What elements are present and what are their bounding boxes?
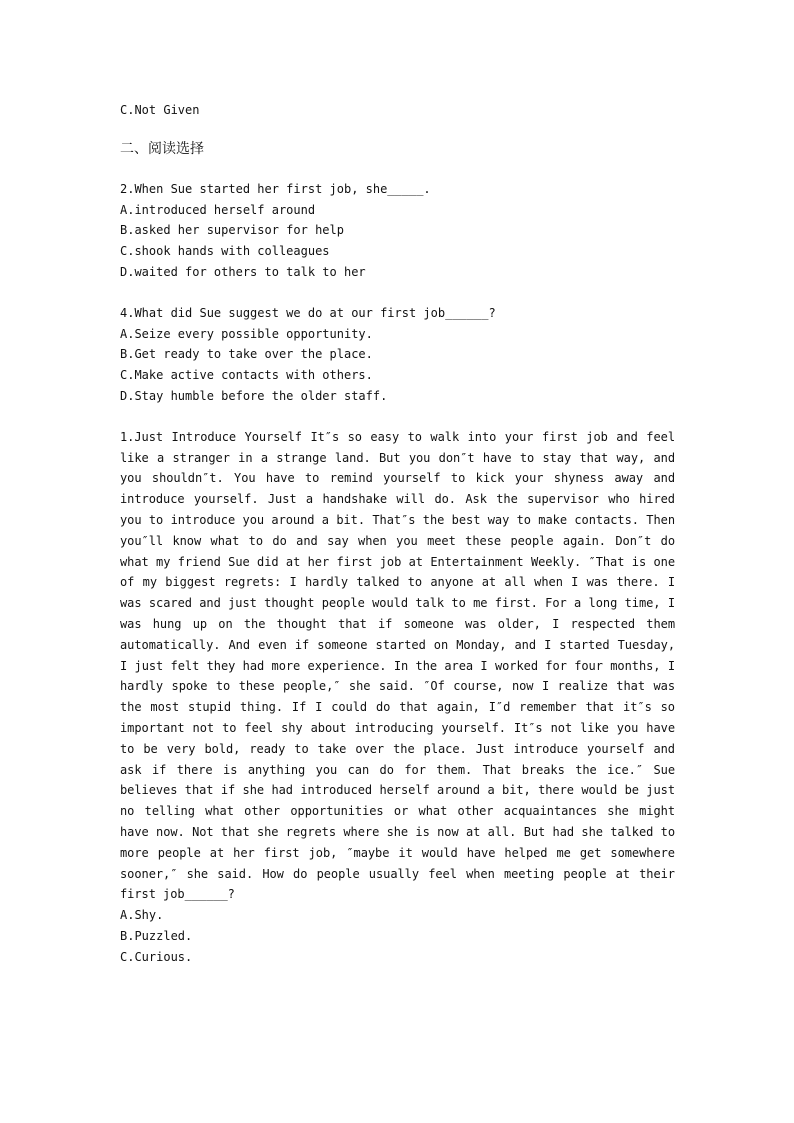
option-b: B.Puzzled.: [120, 928, 193, 943]
question-2: [120, 179, 675, 283]
question-1: [120, 427, 675, 968]
section-title: 二、阅读选择: [120, 140, 204, 157]
option-list: [120, 324, 675, 407]
option-a: A.Shy.: [120, 908, 164, 923]
question-stem: 4.What did Sue suggest we do at our first job______?: [120, 305, 496, 320]
option-list: [120, 905, 675, 967]
option-b: B.Get ready to take over the place.: [120, 347, 373, 362]
document-content: [120, 100, 675, 967]
question-4: [120, 303, 675, 407]
option-c: C.shook hands with colleagues: [120, 244, 330, 259]
option-d: D.Stay humble before the older staff.: [120, 388, 388, 403]
option-b: B.asked her supervisor for help: [120, 223, 344, 238]
option-c: C.Curious.: [120, 949, 193, 964]
option-a: A.introduced herself around: [120, 202, 316, 217]
option-a: A.Seize every possible opportunity.: [120, 326, 373, 341]
reading-passage: 1.Just Introduce Yourself It″s so easy to walk into your first job and feel like a stranger in a strange land. But you don″t have to stay that way, and you shouldn″t. You have to remind yourself to kick your shyness away and introduce yourself. Just a handshake will do. Ask the supervisor who hired you to introduce you around a bit. That″s the best way to make contacts. Then you″ll know what to do and say when you meet these people again. Don″t do what my friend Sue did at her first job at Entertainment Weekly. ″That is one of my biggest regrets: I hardly talked to anyone at all when I was there. I was scared and just thought people would talk to me first. For a long time, I was hung up on the thought that if someone was older, I respected them automatically. And even if someone started on Monday, and I started Tuesday, I just felt they had more experience. In the area I worked for four months, I hardly spoke to these people,″ she said. ″Of course, now I realize that was the most stupid thing. If I could do that again, I″d remember that it″s so important not to feel shy about introducing yourself. It″s not like you have to be very bold, ready to take over the place. Just introduce yourself and ask if there is anything you can do for them. That breaks the ice.″ Sue believes that if she had introduced herself around a bit, there would be just no telling what other opportunities or what other acquaintances she might have now. Not that she regrets where she is now at all. But had she talked to more people at her first job, ″maybe it would have helped me get somewhere sooner,″ she said. How do people usually feel when meeting people at their first job______?: [120, 429, 675, 902]
option-text: C.Not Given: [120, 103, 200, 117]
question-stem: 2.When Sue started her first job, she_____.: [120, 181, 431, 196]
option-d: D.waited for others to talk to her: [120, 264, 366, 279]
option-c: C.Make active contacts with others.: [120, 368, 373, 383]
option-list: [120, 200, 675, 283]
